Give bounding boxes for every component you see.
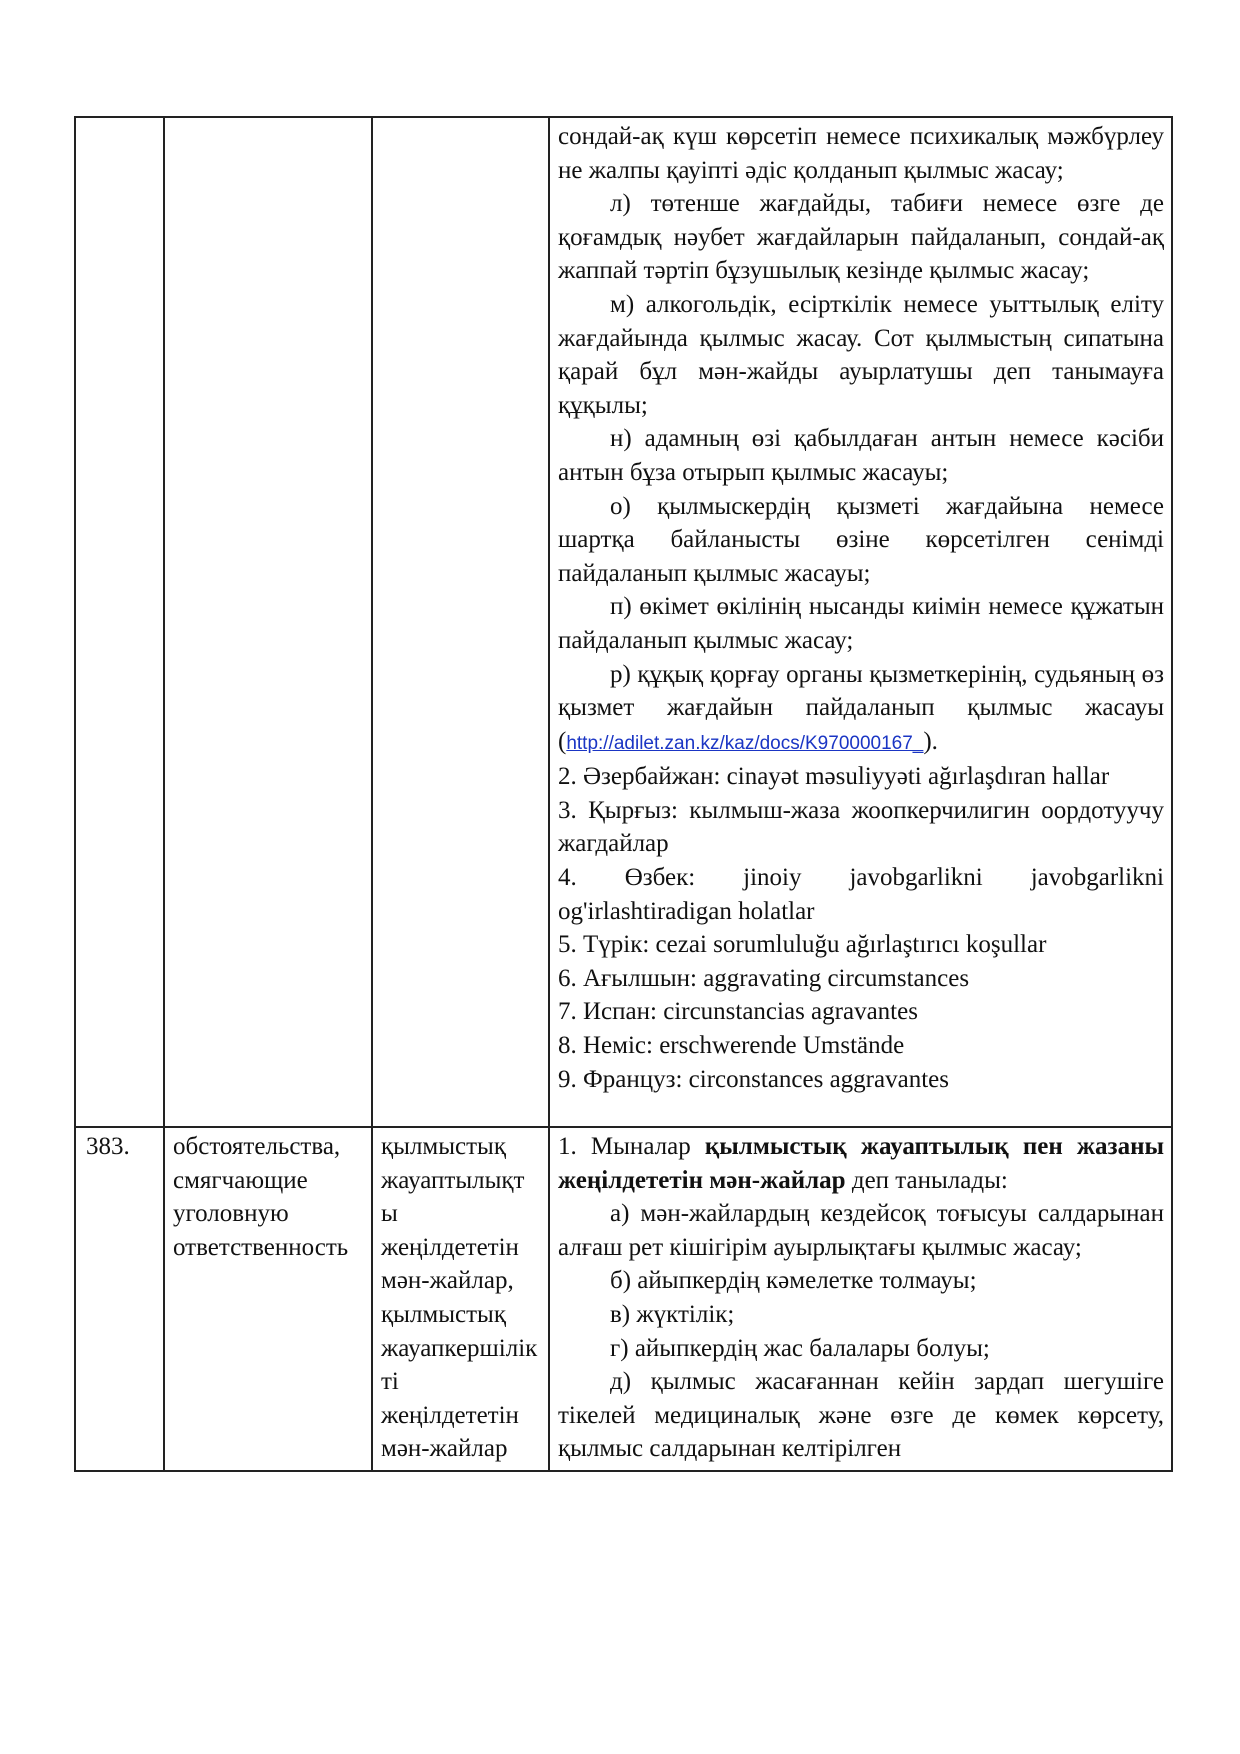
russian-term-cell bbox=[164, 117, 372, 1127]
kazakh-term-cell: қылмыстық жауаптылықты жеңілдететін мән-жайлар, қылмыстық жауапкершілікті жеңілдететін мән-жайлар bbox=[372, 1127, 549, 1471]
entry-number-cell bbox=[75, 117, 164, 1127]
table-row bbox=[75, 1127, 1172, 1471]
definition-cell bbox=[549, 1127, 1172, 1471]
translation-azerbaijani: 2. Әзербайжан: cinayət məsuliyyəti ağırlaşdıran hallar bbox=[558, 763, 1110, 791]
citation-close: ). bbox=[923, 727, 938, 755]
definition-intro bbox=[558, 1130, 1164, 1197]
citation-open: ( bbox=[558, 727, 567, 755]
definition-paragraph: н) адамның өзі қабылдаған антын немесе кәсіби антын бұза отырып қылмыс жасауы; bbox=[558, 425, 1164, 486]
definition-paragraph: в) жүктілік; bbox=[610, 1300, 735, 1328]
definition-paragraph: о) қылмыскердің қызметі жағдайына немесе шартқа байланысты өзіне көрсетілген сенімді пайдаланып қылмыс жасауы; bbox=[558, 492, 1164, 587]
definition-paragraph: м) алкогольдік, есірткілік немесе уыттылық еліту жағдайында қылмыс жасау. Сот қылмыстың сипатына қарай бұл мән-жайды ауырлатушы деп танымауға құқылы; bbox=[558, 290, 1164, 419]
table-row bbox=[75, 117, 1172, 1127]
translation-uzbek: 4. Өзбек: jinoiy javobgarlikni javobgarlikni og'irlashtiradigan holatlar bbox=[558, 864, 1164, 925]
kazakh-term-cell bbox=[372, 117, 549, 1127]
definition-cell bbox=[549, 117, 1172, 1127]
translation-spanish: 7. Испан: circunstancias agravantes bbox=[558, 998, 918, 1026]
definition-paragraph: д) қылмыс жасағаннан кейін зардап шегушіге тікелей медициналық және өзге де көмек көрсету, қылмыс салдарынан келтірілген bbox=[558, 1368, 1164, 1463]
intro-text: 1. Мыналар bbox=[558, 1133, 705, 1160]
defined-term-bold: қылмыстық жауаптылық пен жазаны жеңілдететін мән-жайлар bbox=[558, 1133, 1165, 1194]
entry-number-cell: 383. bbox=[75, 1127, 164, 1471]
russian-term-cell: обстоятельства, смягчающие уголовную ответственность bbox=[164, 1127, 372, 1471]
definition-paragraph: б) айыпкердің кәмелетке толмауы; bbox=[610, 1267, 977, 1295]
translation-french: 9. Француз: circonstances aggravantes bbox=[558, 1065, 949, 1093]
source-link[interactable]: http://adilet.zan.kz/kaz/docs/K970000167_ bbox=[566, 732, 924, 754]
definition-paragraph: г) айыпкердің жас балалары болуы; bbox=[610, 1334, 990, 1362]
source-citation bbox=[558, 725, 1164, 761]
translation-english: 6. Ағылшын: aggravating circumstances bbox=[558, 964, 970, 992]
translation-turkish: 5. Түрік: cezai sorumluluğu ağırlaştırıcı koşullar bbox=[558, 931, 1047, 959]
definition-paragraph: л) төтенше жағдайды, табиғи немесе өзге де қоғамдық нәубет жағдайларын пайдаланып, сондай-ақ жаппай тәртіп бұзушылық кезінде қылмыс жасау; bbox=[558, 190, 1164, 285]
definition-paragraph: а) мән-жайлардың кездейсоқ тоғысуы салдарынан алғаш рет кішігірім ауырлықтағы қылмыс жасау; bbox=[558, 1200, 1164, 1261]
glossary-table bbox=[74, 116, 1173, 1472]
translation-kyrgyz: 3. Қырғыз: кылмыш-жаза жоопкерчилигин оордотуучу жагдайлар bbox=[558, 796, 1164, 858]
intro-text: деп танылады: bbox=[845, 1166, 1008, 1194]
definition-paragraph: п) өкімет өкілінің нысанды киімін немесе құжатын пайдаланып қылмыс жасау; bbox=[558, 593, 1164, 654]
definition-paragraph: сондай-ақ күш көрсетіп немесе психикалық мәжбүрлеу не жалпы қауіпті әдіс қолданып қылмыс жасау; bbox=[558, 123, 1164, 184]
definition-paragraph: р) құқық қорғау органы қызметкерінің, судьяның өз қызмет жағдайын пайдаланып қылмыс жасауы bbox=[558, 660, 1164, 722]
translation-german: 8. Неміс: erschwerende Umstände bbox=[558, 1032, 905, 1060]
